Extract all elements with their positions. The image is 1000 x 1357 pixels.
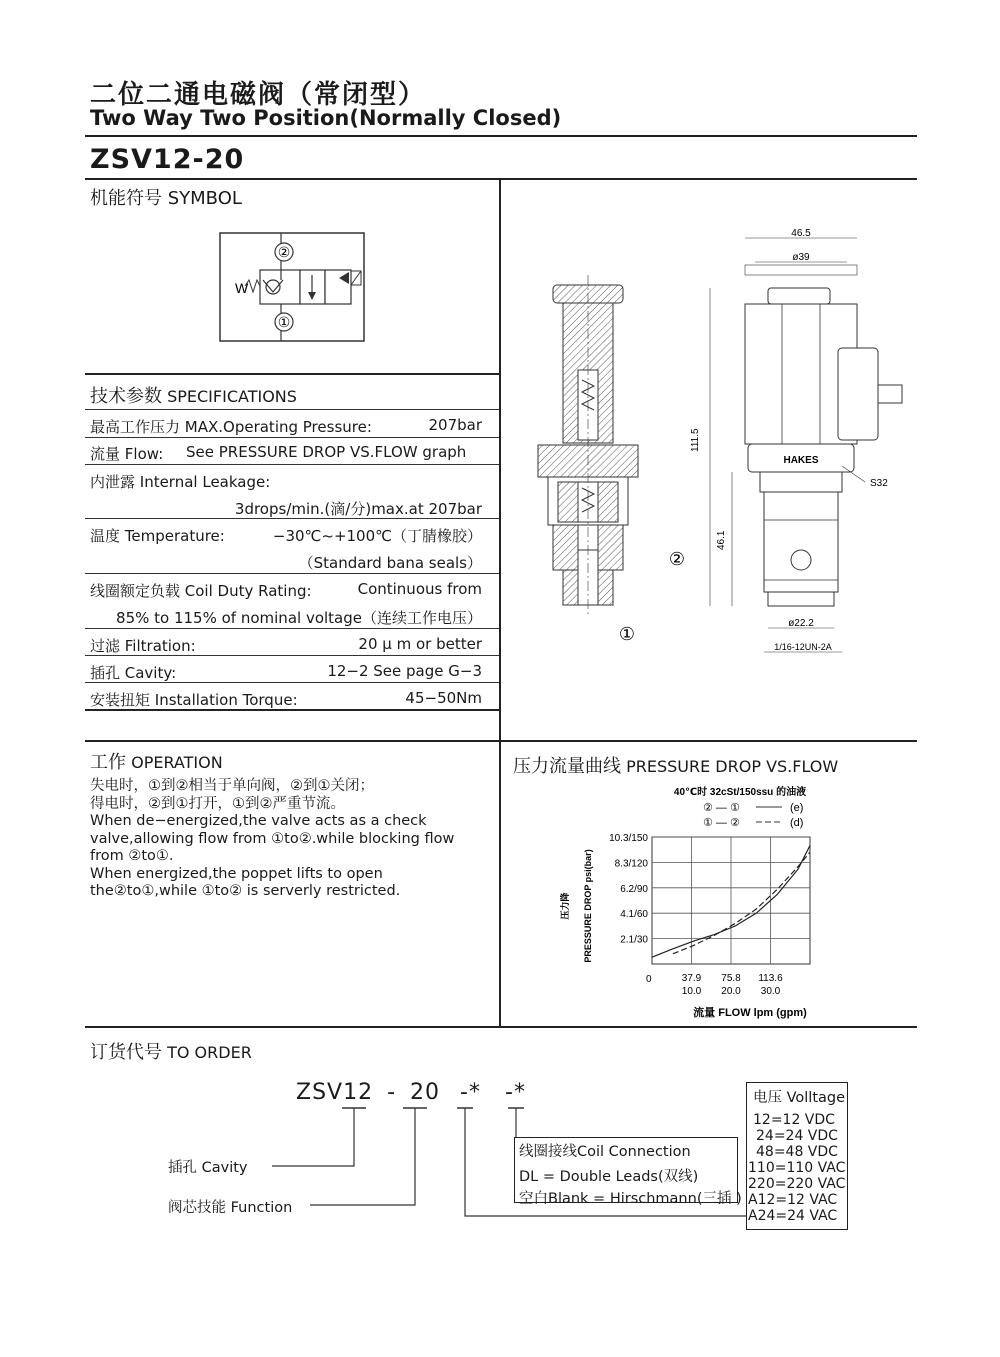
dim-s32: S32 bbox=[870, 478, 888, 489]
table-line bbox=[85, 628, 499, 629]
legend-name-d: (d) bbox=[790, 817, 804, 829]
x-tick-label-lpm: 113.6 bbox=[758, 973, 783, 984]
spec-row-seals bbox=[88, 548, 498, 574]
voltage-item: 110=110 VAC bbox=[748, 1160, 846, 1176]
operation-line: When de−energized,the valve acts as a check bbox=[90, 813, 427, 829]
spec-label: 安装扭矩 Installation Torque: bbox=[90, 691, 298, 709]
sectional-view bbox=[538, 275, 638, 644]
coil-dl: DL = Double Leads(双线) bbox=[519, 1169, 699, 1185]
spec-row-coil-voltage bbox=[88, 603, 498, 629]
spec-row-cavity bbox=[88, 658, 498, 684]
table-line bbox=[85, 409, 499, 410]
voltage-item: 24=24 VDC bbox=[756, 1128, 838, 1144]
pressure-title-en: PRESSURE DROP VS.FLOW bbox=[626, 757, 839, 776]
spec-label: 过滤 Filtration: bbox=[90, 637, 196, 655]
operation-title-en: OPERATION bbox=[131, 753, 223, 772]
spec-value: 207bar bbox=[428, 416, 482, 434]
spec-value: 12−2 See page G−3 bbox=[327, 662, 482, 680]
x-tick-label-gpm: 30.0 bbox=[760, 986, 781, 997]
column-divider bbox=[499, 178, 501, 1026]
dim-thread: 1/16-12UN-2A bbox=[774, 642, 832, 652]
spec-value: 3drops/min.(滴/分)max.at 207bar bbox=[234, 500, 482, 518]
spec-value: 85% to 115% of nominal voltage（连续工作电压） bbox=[116, 609, 482, 627]
specs-title-en: SPECIFICATIONS bbox=[167, 387, 297, 406]
spec-row-temperature bbox=[88, 521, 498, 547]
table-line bbox=[85, 682, 499, 683]
code-function: 20 bbox=[410, 1080, 441, 1105]
specs-section-title bbox=[90, 382, 297, 408]
voltage-title: 电压 Volltage bbox=[753, 1090, 846, 1106]
spec-label: 线圈额定负载 Coil Duty Rating: bbox=[90, 582, 312, 600]
spec-label: 插孔 Cavity: bbox=[90, 664, 177, 682]
divider bbox=[85, 373, 499, 375]
coil-blank: 空白Blank = Hirschmann(三插 ) bbox=[519, 1191, 742, 1207]
divider bbox=[85, 1026, 917, 1028]
order-section-title bbox=[90, 1038, 252, 1064]
spring-label: W bbox=[235, 280, 249, 296]
symbol-port-1: ① bbox=[277, 314, 291, 330]
code-voltage: * bbox=[469, 1080, 481, 1105]
operation-title-cn: 工作 bbox=[90, 752, 126, 773]
code-sep: - bbox=[460, 1080, 469, 1105]
legend-path-d: ① — ② bbox=[703, 817, 740, 829]
coil-title: 线圈接线Coil Connection bbox=[519, 1144, 691, 1160]
x-axis-label: 流量 FLOW lpm (gpm) bbox=[693, 1007, 807, 1019]
title-chinese: 二位二通电磁阀（常闭型） bbox=[90, 80, 427, 110]
pressure-section-title bbox=[513, 752, 838, 778]
title-english: Two Way Two Position(Normally Closed) bbox=[90, 106, 562, 130]
y-axis-label: PRESSURE DROP psi(bar) bbox=[583, 849, 593, 963]
spec-row-pressure bbox=[88, 412, 498, 438]
code-series: ZSV12 bbox=[296, 1080, 374, 1105]
valve-drawing bbox=[520, 220, 920, 660]
chart-ticks bbox=[609, 833, 783, 997]
spec-row-leakage bbox=[88, 467, 498, 493]
voltage-item: 12=12 VDC bbox=[753, 1112, 835, 1128]
y-tick-label: 6.2/90 bbox=[620, 883, 648, 895]
x-tick-label-lpm: 37.9 bbox=[681, 973, 702, 984]
spec-row-coil bbox=[88, 576, 498, 602]
divider bbox=[85, 740, 917, 742]
hydraulic-symbol bbox=[215, 228, 370, 346]
spec-label: 内泄露 Internal Leakage: bbox=[90, 473, 271, 491]
voltage-item: A12=12 VAC bbox=[748, 1192, 838, 1208]
operation-section-title bbox=[90, 748, 223, 774]
symbol-section-title: 机能符号 SYMBOL bbox=[90, 188, 242, 209]
table-line bbox=[85, 518, 499, 519]
x-tick-label-gpm: 20.0 bbox=[721, 986, 741, 997]
voltage-box bbox=[746, 1082, 848, 1230]
operation-line: 失电时，①到②相当于单向阀，②到①关闭； bbox=[90, 778, 374, 794]
symbol-port-2: ② bbox=[277, 244, 291, 260]
code-sep: - bbox=[387, 1080, 397, 1105]
chart-grid bbox=[652, 837, 810, 964]
pressure-flow-chart bbox=[560, 782, 860, 1022]
voltage-item: 48=48 VDC bbox=[756, 1144, 838, 1160]
brand-label: HAKES bbox=[783, 455, 819, 466]
spec-label: 最高工作压力 MAX.Operating Pressure: bbox=[90, 418, 372, 436]
operation-line: from ②to①. bbox=[90, 848, 174, 864]
dim-22-2: ø22.2 bbox=[788, 618, 814, 629]
operation-line: When energized,the poppet lifts to open bbox=[90, 865, 383, 882]
y-tick-label: 4.1/60 bbox=[620, 909, 648, 921]
divider bbox=[85, 135, 917, 137]
y-tick-label: 10.3/150 bbox=[609, 833, 648, 844]
spec-value: （Standard bana seals） bbox=[298, 554, 482, 572]
code-coil: * bbox=[513, 1080, 526, 1105]
divider bbox=[85, 709, 499, 711]
spec-row-leakage-value bbox=[88, 494, 498, 520]
spec-label: 流量 Flow: bbox=[90, 445, 164, 463]
cavity-label: 插孔 Cavity bbox=[168, 1160, 248, 1176]
divider bbox=[85, 178, 917, 180]
table-line bbox=[85, 437, 499, 438]
operation-line: valve,allowing flow from ①to②.while blocking flow bbox=[90, 830, 455, 847]
table-line bbox=[85, 655, 499, 656]
spec-row-flow bbox=[88, 439, 498, 465]
model-number: ZSV12-20 bbox=[90, 144, 245, 175]
operation-line: the②to①,while ①to② is serverly restricted. bbox=[90, 883, 401, 899]
voltage-item: A24=24 VAC bbox=[748, 1208, 838, 1224]
spec-value: 45−50Nm bbox=[405, 689, 482, 707]
chart-origin: 0 bbox=[646, 974, 652, 985]
legend bbox=[703, 802, 803, 829]
code-sep: - bbox=[505, 1080, 514, 1105]
dim-46-1: 46.1 bbox=[716, 530, 727, 550]
x-tick-label-gpm: 10.0 bbox=[681, 986, 702, 997]
dim-111-5: 111.5 bbox=[690, 428, 701, 452]
legend-path-e: ② — ① bbox=[703, 802, 740, 814]
legend-name-e: (e) bbox=[790, 802, 804, 814]
y-tick-label: 2.1/30 bbox=[620, 934, 648, 946]
order-title-en: TO ORDER bbox=[167, 1043, 252, 1062]
spec-row-torque bbox=[88, 685, 498, 711]
y-tick-label: 8.3/120 bbox=[614, 858, 648, 870]
operation-description bbox=[90, 778, 490, 901]
spec-value: Continuous from bbox=[357, 580, 482, 598]
exterior-view bbox=[669, 228, 902, 652]
coil-connection-box bbox=[514, 1137, 742, 1207]
dim-39: ø39 bbox=[792, 252, 810, 263]
spec-value: See PRESSURE DROP VS.FLOW graph bbox=[186, 443, 467, 461]
specs-title-cn: 技术参数 bbox=[90, 386, 162, 407]
voltage-item: 220=220 VAC bbox=[748, 1176, 846, 1192]
drawing-port-2: ② bbox=[668, 549, 686, 569]
chart-title: 40℃时 32cSt/150ssu 的油液 bbox=[673, 787, 807, 798]
function-label: 阀芯技能 Function bbox=[168, 1200, 293, 1216]
spec-row-filtration bbox=[88, 631, 498, 657]
x-tick-label-lpm: 75.8 bbox=[721, 973, 741, 984]
order-title-cn: 订货代号 bbox=[90, 1042, 162, 1063]
spec-value: −30℃~+100℃（丁腈橡胶） bbox=[272, 527, 482, 545]
y-axis-label-cn: 压力降 bbox=[560, 892, 570, 920]
drawing-port-1: ① bbox=[618, 624, 636, 644]
spec-value: 20 μ m or better bbox=[358, 635, 482, 653]
table-line bbox=[85, 573, 499, 574]
operation-line: 得电时，②到①打开，①到②严重节流。 bbox=[90, 795, 345, 812]
table-line bbox=[85, 464, 499, 465]
spec-label: 温度 Temperature: bbox=[90, 527, 225, 545]
dim-46-5: 46.5 bbox=[791, 228, 811, 239]
pressure-title-cn: 压力流量曲线 bbox=[513, 756, 621, 777]
